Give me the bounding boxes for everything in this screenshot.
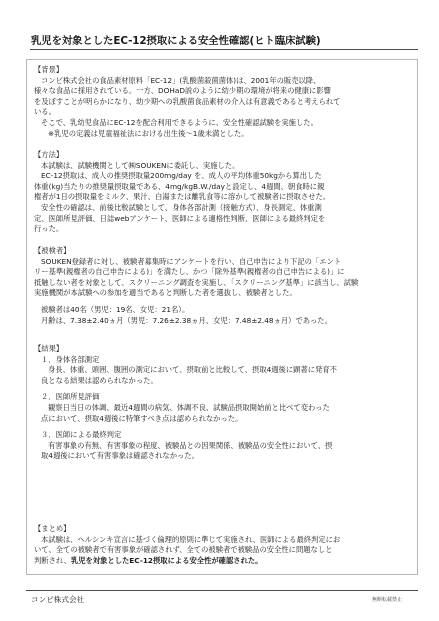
subjects-age: 月齢は、7.38±2.40ヵ月（男児：7.26±2.38ヵ月、女児：7.48±2.48ヵ月）であった。 xyxy=(41,315,332,325)
method-section xyxy=(34,150,418,235)
result-item-line: 観察日当日の体調、最近4週間の病気、体調不良、試験品摂取開始前と比べて変わった xyxy=(48,402,330,412)
subjects-line: 実施機関が本試験への参加を適当であると判断した者を選抜し、被験者とした。 xyxy=(34,288,297,298)
method-line: 行った。 xyxy=(34,224,64,234)
background-line: いる。 xyxy=(34,107,56,117)
result-item-line: 取4週後において有害事象は確認されなかった。 xyxy=(41,451,199,461)
subjects-line: SOUKEN登録者に対し、被験者募集時にアンケートを行い、自己申告により下記の「エント xyxy=(41,256,342,266)
background-section xyxy=(34,65,418,139)
summary-line xyxy=(34,556,418,567)
method-heading: 【方法】 xyxy=(34,150,64,159)
summary-line: 本試験は、ヘルシンキ宣言に基づく倫理的原則に準じて実施され、医師による最終判定にお xyxy=(41,534,341,544)
background-heading: 【背景】 xyxy=(34,65,64,74)
subjects-count: 被験者は40名（男児：19名、女児：21名）。 xyxy=(41,304,190,314)
results-heading: 【結果】 xyxy=(34,344,64,353)
method-line: 本試験は、試験機関として㈱SOUKENに委託し、実施した。 xyxy=(41,160,240,170)
background-line: コンビ株式会社の食品素材原料「EC-12」(乳酸菌殺菌菌体)は、2001年の販売以降、 xyxy=(41,75,321,85)
summary-heading: 【まとめ】 xyxy=(34,524,71,533)
result-item-line: 点において、摂取4週後に特筆すべき点は認められなかった。 xyxy=(41,413,243,423)
copyright-notice: 無断転載禁止 xyxy=(372,597,403,603)
results-section xyxy=(34,344,418,462)
background-note: ※乳児の定義は児童福祉法における出生後〜1歳未満とした。 xyxy=(48,128,249,138)
method-line: 権者が1日の摂取量をミルク、果汁、白湯または離乳食等に溶かして被験者に摂取させた。 xyxy=(34,192,331,202)
result-item-title: ３．医師による最終判定 xyxy=(41,430,122,440)
summary-last-prefix: 判断され、 xyxy=(34,555,71,565)
summary-line: いて、全ての被験者で有害事象が確認されず、全ての被験者で被験品の安全性に問題なしと xyxy=(34,545,333,555)
background-line: 様々な食品に採用されている。一方、DOHaD説のように幼少期の環境が将来の健康に影響 xyxy=(34,86,331,96)
background-line: を及ぼすことが明らかになり、幼少期への乳酸菌食品素材の介入は有意義であると考えられて xyxy=(34,96,341,106)
result-item-line: 良となる結果は認められなかった。 xyxy=(41,375,158,385)
footer-rule xyxy=(26,590,418,591)
company-name: コンビ株式会社 xyxy=(31,595,85,604)
result-item-line: 有害事象の有無、有害事象の程度、被験品との因果関係、被験品の安全性において、摂 xyxy=(48,440,333,450)
summary-section xyxy=(34,524,418,566)
result-item-title: １．身体各部測定 xyxy=(41,354,100,364)
method-line: EC-12摂取は、成人の推奨摂取量200mg/day を、成人の平均体重50kgから算出した xyxy=(41,171,322,181)
method-line: 定、医師所見評価、日誌webアンケート、医師による適格性判断、医師による最終判定を xyxy=(34,213,326,223)
subjects-heading: 【被検者】 xyxy=(34,246,71,255)
subjects-line: リー基準(親権者の自己申告による)」を満たし、かつ「除外基準(親権者の自己申告による)」に xyxy=(34,267,345,277)
document-title: 乳児を対象としたEC-12摂取による安全性確認(ヒト臨床試験) xyxy=(31,35,321,47)
subjects-line: 抵触しない者を対象として、スクリーニング調査を実施し、「スクリーニング基準」に該当し、試験 xyxy=(34,277,359,287)
method-line: 体重(kg)当たりの推奨量摂取量である、4mg/kgB.W./dayと設定し、4週間、朝食時に親 xyxy=(34,181,325,191)
result-item-line: 身長、体重、頭囲、腹囲の測定において、摂取前と比較して、摂取4週後に顕著に発育不 xyxy=(48,365,337,375)
method-line: 安全性の確認は、前後比較試験として、身体各部計測（接触方式）、身長測定、体重測 xyxy=(41,202,322,212)
background-line: そこで、乳幼児食品にEC-12を配合利用できるように、安全性確認試験を実施した。 xyxy=(41,117,318,127)
summary-conclusion: 乳児を対象としたEC-12摂取による安全性が確認された。 xyxy=(70,555,263,565)
subjects-section xyxy=(34,246,418,326)
result-item-title: ２．医師所見評価 xyxy=(41,392,100,402)
title-underline xyxy=(30,49,418,50)
